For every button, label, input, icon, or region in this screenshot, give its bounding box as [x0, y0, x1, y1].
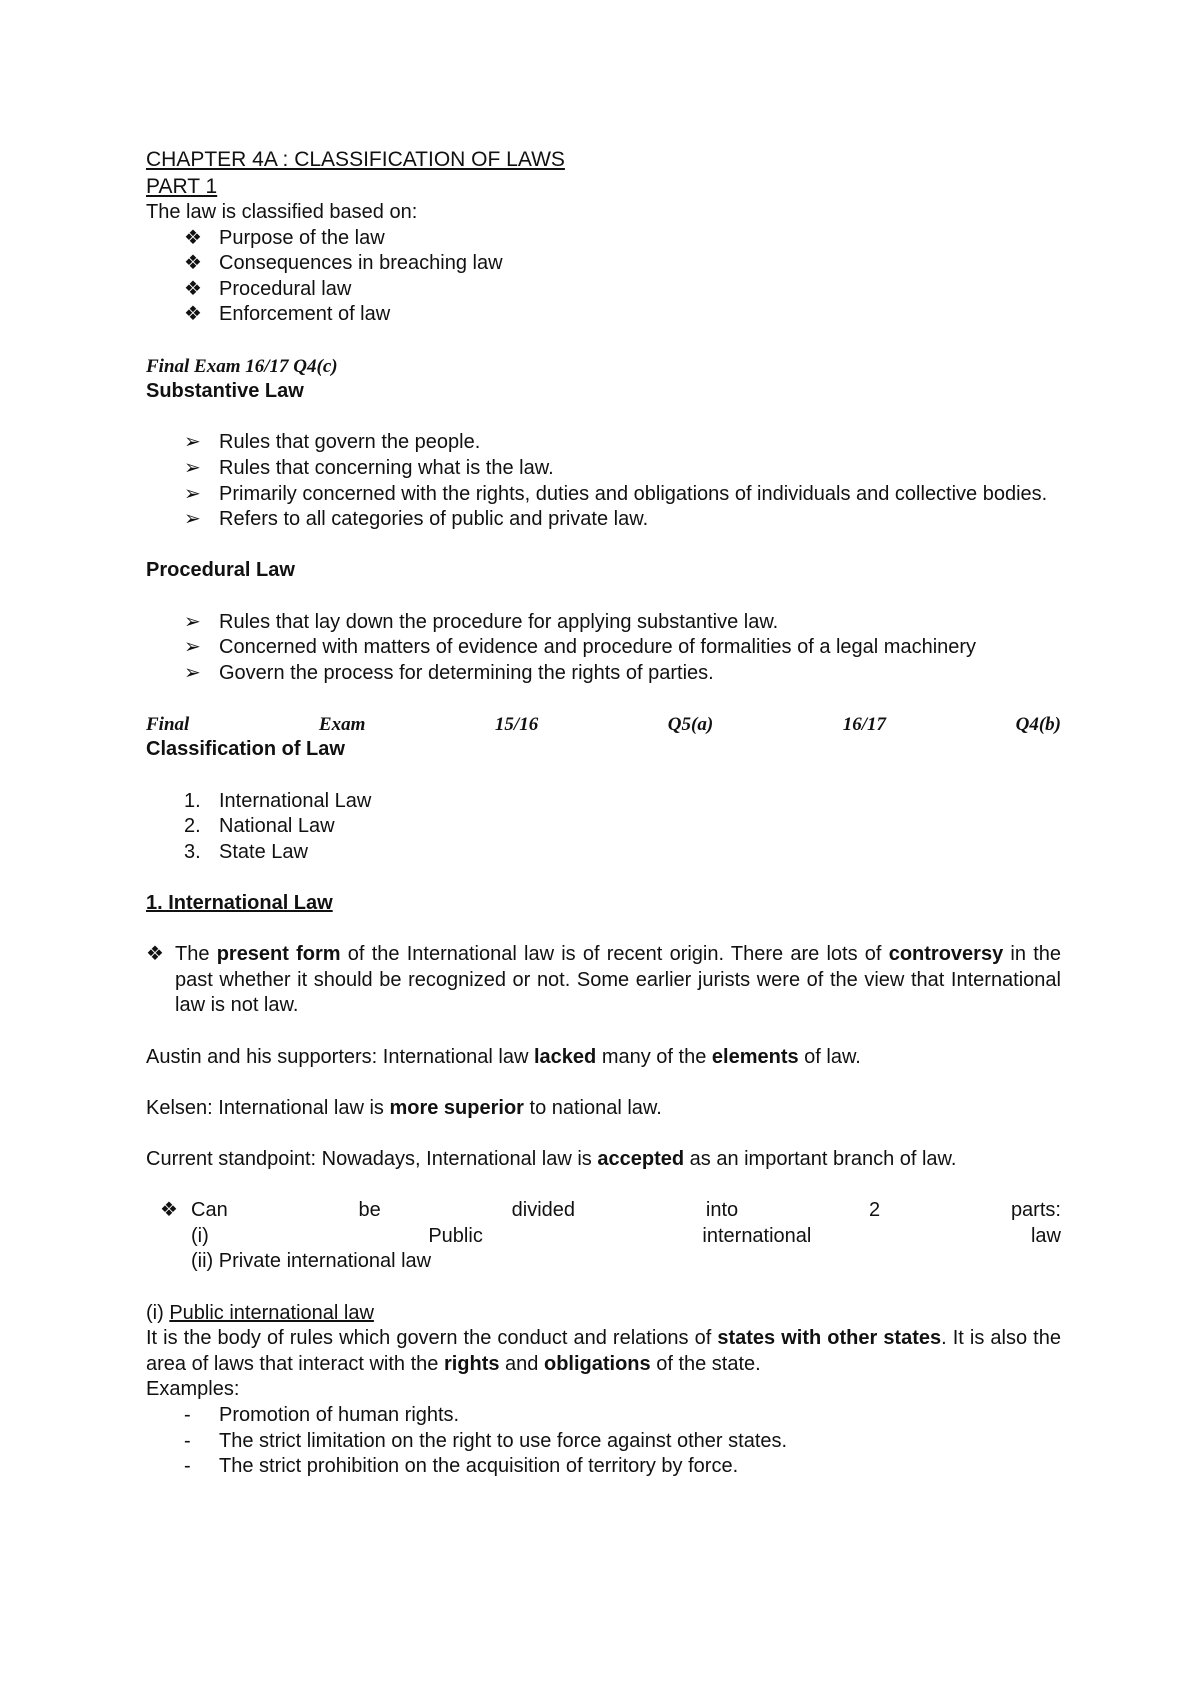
list-item: - The strict prohibition on the acquisition of territory by force.	[146, 1454, 1061, 1480]
list-item: ❖ Procedural law	[146, 277, 1061, 303]
arrow-bullet-icon: ➢	[184, 482, 201, 505]
arrow-bullet-icon: ➢	[184, 456, 201, 479]
list-number: 2.	[184, 815, 201, 838]
section-heading: 1. International Law	[146, 892, 333, 915]
list-item: - The strict limitation on the right to use force against other states.	[146, 1429, 1061, 1455]
list-item: ➢ Rules that concerning what is the law.	[146, 456, 1061, 482]
diamond-bullet-icon: ❖	[146, 943, 164, 966]
intro-text: The law is classified based on:	[146, 201, 418, 223]
list-item: - Promotion of human rights.	[146, 1403, 1061, 1429]
list-item: 2. National Law	[146, 814, 1061, 840]
classification-list	[146, 789, 1061, 866]
arrow-bullet-icon: ➢	[184, 508, 201, 531]
list-item: 1. International Law	[146, 789, 1061, 815]
diamond-bullet-icon: ❖	[160, 1199, 178, 1222]
current-standpoint-paragraph: Current standpoint: Nowadays, International law is accepted as an important branch of law.	[146, 1147, 957, 1170]
procedural-list	[146, 610, 1061, 687]
part-ii-line: (ii) Private international law	[191, 1250, 432, 1273]
list-item: ➢ Primarily concerned with the rights, duties and obligations of individuals and collective bodies.	[146, 482, 1061, 508]
list-item: ❖ Consequences in breaching law	[146, 251, 1061, 277]
list-item: ❖ Enforcement of law	[146, 302, 1061, 328]
section-heading: Substantive Law	[146, 380, 304, 403]
examples-list	[146, 1403, 1061, 1480]
diamond-bullet-icon: ❖	[184, 303, 202, 326]
arrow-bullet-icon: ➢	[184, 431, 201, 454]
kelsen-paragraph: Kelsen: International law is more superior to national law.	[146, 1096, 662, 1119]
examples-label: Examples:	[146, 1378, 240, 1401]
dash-bullet-icon: -	[184, 1403, 191, 1426]
public-intl-paragraph: It is the body of rules which govern the conduct and relations of states with other states. It is also the area of laws that interact with the rights and obligations of the state.	[146, 1327, 1061, 1375]
arrow-bullet-icon: ➢	[184, 610, 201, 633]
arrow-bullet-icon: ➢	[184, 636, 201, 659]
list-item: ➢ Govern the process for determining the rights of parties.	[146, 661, 1061, 687]
list-item: ➢ Rules that govern the people.	[146, 430, 1061, 456]
chapter-title: CHAPTER 4A : CLASSIFICATION OF LAWS	[146, 148, 565, 171]
part-title: PART 1	[146, 175, 218, 198]
parts-block	[146, 1198, 1061, 1275]
list-item: ❖ Purpose of the law	[146, 226, 1061, 252]
list-number: 3.	[184, 840, 201, 863]
list-item: 3. State Law	[146, 840, 1061, 866]
list-number: 1.	[184, 789, 201, 812]
part-i-line: (i) Public international law	[191, 1224, 1061, 1247]
divided-line: Can be divided into 2 parts:	[191, 1199, 1061, 1222]
section-heading: Procedural Law	[146, 559, 295, 582]
exam-reference: Final Exam 16/17 Q4(c)	[146, 355, 338, 377]
substantive-list	[146, 430, 1061, 532]
diamond-bullet-icon: ❖	[184, 252, 202, 275]
list-item: ➢ Concerned with matters of evidence and procedure of formalities of a legal machinery	[146, 635, 1061, 661]
arrow-bullet-icon: ➢	[184, 661, 201, 684]
exam-reference: Final Exam 15/16 Q5(a) 16/17 Q4(b)	[146, 713, 1061, 735]
list-item: ➢ Rules that lay down the procedure for applying substantive law.	[146, 610, 1061, 636]
dash-bullet-icon: -	[184, 1455, 191, 1478]
intl-paragraph: ❖ The present form of the International law is of recent origin. There are lots of controversy in the past whether it should be recognized or not. Some earlier jurists were of the view that International law is not law.	[146, 943, 1061, 1017]
diamond-bullet-icon: ❖	[184, 277, 202, 300]
document-page	[146, 146, 1061, 1480]
diamond-bullet-icon: ❖	[184, 226, 202, 249]
subsection-heading: (i) Public international law	[146, 1301, 374, 1324]
austin-paragraph: Austin and his supporters: International law lacked many of the elements of law.	[146, 1045, 861, 1068]
dash-bullet-icon: -	[184, 1429, 191, 1452]
basis-list	[146, 226, 1061, 328]
list-item: ➢ Refers to all categories of public and private law.	[146, 507, 1061, 533]
section-heading: Classification of Law	[146, 738, 345, 761]
